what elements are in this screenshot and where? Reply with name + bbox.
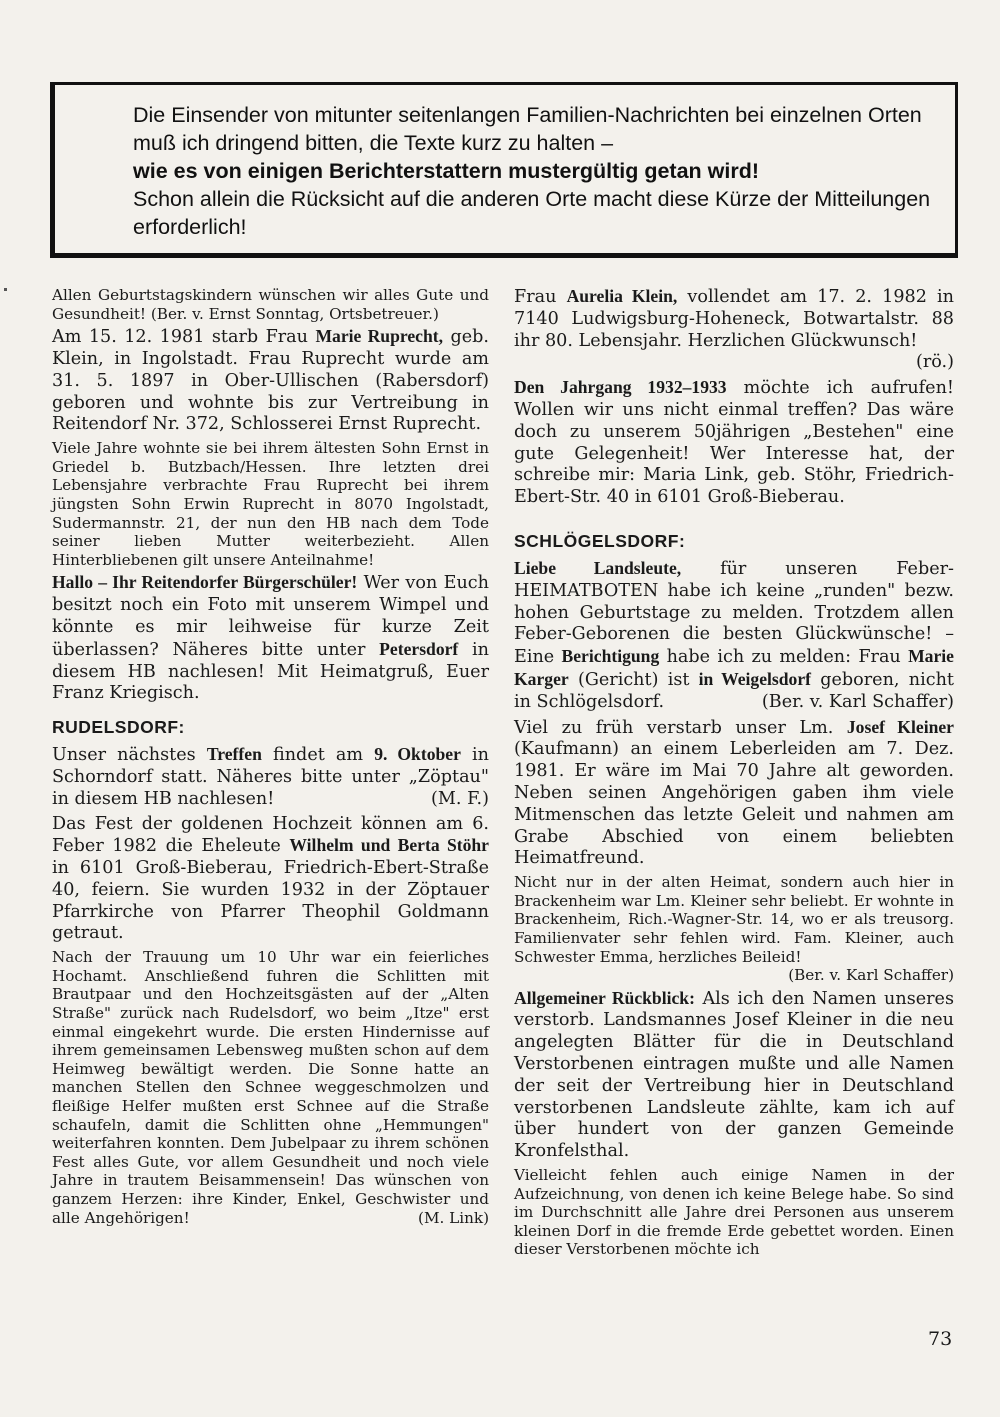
obituary-ruprecht bbox=[52, 326, 489, 436]
notice-line-bold: wie es von einigen Berichterstattern mustergültig getan wird! bbox=[133, 159, 760, 183]
left-column bbox=[52, 286, 489, 1230]
text: in 6101 Groß-Bieberau, Friedrich-Ebert-Straße 40, feiern. Sie wurden 1932 in der Zöptauer Pfarrkirche von Pfarrer Theophil Goldmann getraut. bbox=[52, 858, 489, 944]
name-kleiner: Josef Kleiner bbox=[846, 716, 954, 737]
place-petersdorf: Petersdorf bbox=[379, 638, 459, 659]
golden-wedding-detail bbox=[52, 948, 489, 1227]
text: habe ich zu melden: Frau bbox=[659, 647, 909, 668]
text: in Schorndorf statt. Näheres bitte unter „Zöptau" in diesem HB nachlesen! bbox=[52, 745, 489, 809]
signature: (Ber. v. Karl Schaffer) bbox=[761, 691, 954, 712]
section-heading-schloegelsdorf: SCHLÖGELSDORF: bbox=[514, 530, 686, 551]
notice-line-3: Schon allein die Rücksicht auf die anderen Orte macht diese Kürze der Mitteilungen erforderlich! bbox=[133, 187, 931, 239]
name-klein: Aurelia Klein, bbox=[566, 286, 678, 306]
signature: (M. F.) bbox=[431, 788, 489, 809]
notice-box bbox=[50, 82, 958, 258]
buergerschueler-heading: Hallo – Ihr Reitendorfer Bürgerschüler! bbox=[52, 572, 358, 593]
signature: (rö.) bbox=[915, 352, 954, 373]
text: geb. Klein, in Ingolstadt. Frau Ruprecht wurde am 31. 5. 1897 in Ober-Ullischen (Rabersdorf) geboren und wohnte bis zur Vertreibung in Reitendorf Nr. 372, Schlosserei Ernst Ruprecht. bbox=[52, 327, 489, 435]
name-karger: Marie Karger bbox=[514, 646, 954, 689]
text: Das Fest der goldenen Hochzeit können am 6. Feber 1982 die Eheleute bbox=[52, 813, 489, 857]
buergerschueler-call bbox=[52, 572, 489, 705]
obituary-kleiner bbox=[514, 717, 954, 871]
text: Viel zu früh verstarb unser Lm. bbox=[514, 717, 847, 738]
right-column bbox=[514, 286, 954, 1262]
place-weigelsdorf: in Weigelsdorf bbox=[698, 668, 811, 689]
text: Am 15. 12. 1981 starb Frau bbox=[52, 327, 316, 348]
obituary-kleiner-detail bbox=[514, 873, 954, 985]
text: vollendet am 17. 2. 1982 in 7140 Ludwigsburg-Hoheneck, Botwartalstr. 88 ihr 80. Lebensjahr. Herzlichen Glückwunsch! bbox=[514, 287, 954, 351]
text: geboren, nicht in Schlögelsdorf. bbox=[514, 669, 954, 712]
jahrgang-heading: Den Jahrgang 1932–1933 bbox=[514, 377, 727, 398]
text: findet am bbox=[261, 745, 375, 766]
couple-names: Wilhelm und Berta Stöhr bbox=[289, 835, 489, 856]
signature: (Ber. v. Karl Schaffer) bbox=[788, 966, 954, 985]
text: Wer von Euch besitzt noch ein Foto mit unserem Wimpel und könnte es mir leihweise für kurze Zeit überlassen? Näheres bitte unter bbox=[52, 573, 489, 660]
text: Nicht nur in der alten Heimat, sondern auch hier in Brackenheim war Lm. Kleiner sehr beliebt. Er wohnte in Brackenheim, Rich.-Wagner-Str. 14, wo er als treusorg. Familienvater sehr fehlen wird. Fam. Kleiner, auch Schwester Emma, herzliches Beileid! bbox=[514, 873, 954, 966]
text: (Gericht) ist bbox=[568, 669, 699, 690]
notice-text bbox=[133, 101, 935, 241]
text: Nach der Trauung um 10 Uhr war ein feierliches Hochamt. Anschließend fuhren die Schlitten mit Brautpaar und den Hochzeitsgästen auf der „Alten Straße" zurück nach Rudelsdorf, wo beim „Itze" erst einmal eingekehrt wurde. Die ersten Hindernisse auf ihrem gemeinsamen Lebensweg mußten schon auf dem Heimweg bewältigt werden. Die Sonne hatte an manchen Stellen den Schnee weggeschmolzen und fleißige Helfer mußten erst Schnee auf die Straße schaufeln, damit die Schlitten ohne „Hemmungen" weiterfahren konnten. Dem Jubelpaar zu ihrem schönen Fest alles Gute, vor allem Gesundheit und noch viele Jahre in trautem Beisammensein! Das wünschen von ganzem Herzen: ihre Kinder, Enkel, Geschwister und alle Angehörigen! bbox=[52, 948, 489, 1227]
general-review-detail: Vielleicht fehlen auch einige Namen in der Aufzeichnung, von denen ich keine Belege habe. So sind im Durchschnitt alle Jahre drei Personen aus unserem kleinen Dorf in die fremde Erde gebettet worden. Einen dieser Verstorbenen möchte ich bbox=[514, 1166, 954, 1259]
text: Frau bbox=[514, 287, 567, 307]
meeting-word: Treffen bbox=[206, 744, 262, 765]
notice-line-1: Die Einsender von mitunter seitenlangen Familien-Nachrichten bei einzelnen Orten muß ich dringend bitten, die Texte kurz zu halten – bbox=[133, 103, 922, 155]
text: Unser nächstes bbox=[52, 745, 207, 766]
text: möchte ich aufrufen! Wollen wir uns nicht einmal treffen? Das wäre doch zu unserem 50jährigen „Bestehen" eine gute Gelegenheit! Wer Interesse hat, der schreibe mir: Maria Link, geb. Stöhr, Friedrich-Ebert-Str. 40 in 6101 Groß-Bieberau. bbox=[514, 378, 954, 508]
jahrgang-call bbox=[514, 377, 954, 509]
obituary-ruprecht-detail: Viele Jahre wohnte sie bei ihrem ältesten Sohn Ernst in Griedel b. Butzbach/Hessen. Ihre letzten drei Lebensjahre verbrachte Frau Ruprecht bei ihrem jüngsten Sohn Erwin Ruprecht in 8070 Ingolstadt, Sudermannstr. 21, der nun den HB nach dem Tode seiner lieben Mutter weiterbezieht. Allen Hinterbliebenen gilt unsere Anteilnahme! bbox=[52, 439, 489, 569]
section-heading-rudelsdorf: RUDELSDORF: bbox=[52, 717, 185, 738]
text: in diesem HB nachlesen! Mit Heimatgruß, Euer Franz Kriegisch. bbox=[52, 639, 489, 704]
text: Als ich den Namen unseres verstorb. Landsmannes Josef Kleiner in die neu angelegten Blätter für die in Deutschland Verstorbenen eintragen mußte und alle Namen der seit der Vertreibung hier in Deutschland verstorbenen Landsleute zählte, kam ich auf über hundert von der ganzen Gemeinde Kronfelsthal. bbox=[514, 988, 954, 1162]
page-number: 73 bbox=[928, 1328, 953, 1350]
text: für unseren Feber-HEIMATBOTEN habe ich keine „runden" bezw. hohen Geburtstage zu melden. Trotzdem allen Feber-Geborenen die besten Glückwünsche! – Eine bbox=[514, 558, 954, 668]
name-ruprecht: Marie Ruprecht, bbox=[315, 326, 444, 347]
meeting-date: 9. Oktober bbox=[374, 744, 461, 765]
greeting-heading: Liebe Landsleute, bbox=[514, 557, 682, 578]
text: (Kaufmann) an einem Leberleiden am 7. Dez. 1981. Er wäre im Mai 70 Jahre alt geworden. Neben seinen Angehörigen gaben ihm viele Mitmenschen das letzte Geleit und nahmen am Grabe Abschied von einem beliebten Heimatfreund. bbox=[514, 739, 954, 869]
signature: (M. Link) bbox=[418, 1208, 489, 1227]
birthday-klein bbox=[514, 286, 954, 374]
correction-word: Berichtigung bbox=[561, 646, 660, 667]
general-review bbox=[514, 988, 954, 1163]
review-heading: Allgemeiner Rückblick: bbox=[514, 987, 695, 1008]
rudelsdorf-meeting bbox=[52, 744, 489, 810]
birthday-greeting: Allen Geburtstagskindern wünschen wir alles Gute und Gesundheit! (Ber. v. Ernst Sonntag, Ortsbetreuer.) bbox=[52, 286, 489, 323]
schloegelsdorf-greeting bbox=[514, 558, 954, 714]
scan-speck bbox=[4, 288, 7, 291]
golden-wedding bbox=[52, 814, 489, 946]
